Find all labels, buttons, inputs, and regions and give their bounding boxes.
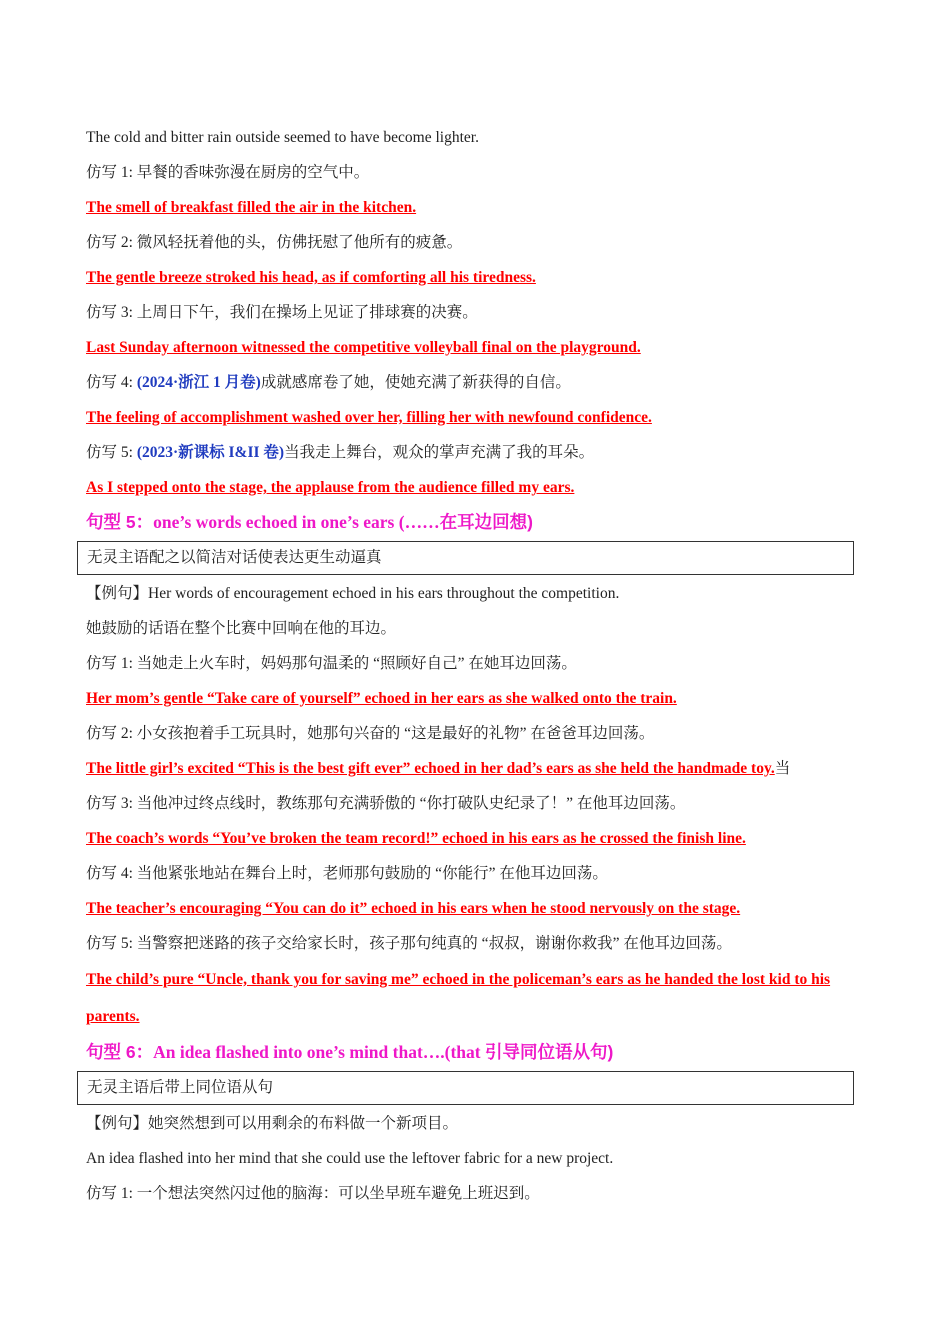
answer-3: The coach’s words “You’ve broken the team record!” echoed in his ears as he crossed the finish line. (86, 830, 746, 847)
tip-box: 无灵主语配之以简洁对话使表达更生动逼真 (77, 541, 854, 575)
example-en: Her words of encouragement echoed in his ears throughout the competition. (148, 585, 620, 602)
section-title-en: An idea flashed into one’s mind that….(that (153, 1042, 485, 1062)
section-5-heading (86, 505, 876, 540)
section-title-cn: 引导同位语从句) (485, 1042, 614, 1062)
section-label: 句型 5： (86, 512, 154, 532)
tip-box: 无灵主语后带上同位语从句 (77, 1071, 854, 1105)
example-label: 【例句】 (86, 585, 149, 602)
answer-5: As I stepped onto the stage, the applause from the audience filled my ears. (86, 479, 575, 496)
example-translation: 她鼓励的话语在整个比赛中回响在他的耳边。 (86, 620, 397, 637)
prompt-4 (86, 365, 876, 400)
example-label: 【例句】 (86, 1115, 149, 1132)
prompt-4: 仿写 4: 当他紧张地站在舞台上时，老师那句鼓励的 “你能行” 在他耳边回荡。 (86, 865, 608, 882)
prompt-1: 仿写 1: 一个想法突然闪过他的脑海：可以坐早班车避免上班迟到。 (86, 1185, 540, 1202)
answer-4: The feeling of accomplishment washed over her, filling her with newfound confidence. (86, 409, 652, 426)
prompt-1: 仿写 1: 当她走上火车时，妈妈那句温柔的 “照顾好自己” 在她耳边回荡。 (86, 655, 577, 672)
example-en: An idea flashed into her mind that she could use the leftover fabric for a new project. (86, 1150, 614, 1167)
source-tag: (2024·浙江 1 月卷) (136, 374, 261, 391)
prompt-5 (86, 435, 876, 470)
source-tag: (2023·新课标 I&II 卷) (136, 444, 285, 461)
answer-3: Last Sunday afternoon witnessed the competitive volleyball final on the playground. (86, 339, 641, 356)
answer-5: The child’s pure “Uncle, thank you for saving me” echoed in the policeman’s ears as he handed the lost kid to his parents. (86, 971, 831, 1025)
prompt-4-prefix: 仿写 4: (86, 374, 137, 391)
prompt-2: 仿写 2: 小女孩抱着手工玩具时，她那句兴奋的 “这是最好的礼物” 在爸爸耳边回荡。 (86, 725, 655, 742)
answer-2: The gentle breeze stroked his head, as if comforting all his tiredness. (86, 269, 536, 286)
example-sentence: The cold and bitter rain outside seemed to have become lighter. (86, 129, 479, 146)
prompt-5-prefix: 仿写 5: (86, 444, 137, 461)
prompt-4-text: 成就感席卷了她，使她充满了新获得的自信。 (260, 374, 571, 391)
prompt-3: 仿写 3: 上周日下午，我们在操场上见证了排球赛的决赛。 (86, 304, 478, 321)
example-cn: 她突然想到可以用剩余的布料做一个新项目。 (148, 1115, 459, 1132)
answer-4: The teacher’s encouraging “You can do it” echoed in his ears when he stood nervously on the stage. (86, 900, 741, 917)
section-title-en: one’s words echoed in one’s ears (…… (153, 512, 440, 532)
example-line (86, 576, 876, 611)
stray-char: 当 (774, 760, 791, 777)
prompt-1: 仿写 1: 早餐的香味弥漫在厨房的空气中。 (86, 164, 370, 181)
section-label: 句型 6： (86, 1042, 154, 1062)
example-line (86, 1106, 876, 1141)
answer-2-line (86, 751, 876, 786)
answer-1: The smell of breakfast filled the air in the kitchen. (86, 199, 417, 216)
answer-2: The little girl’s excited “This is the best gift ever” echoed in her dad’s ears as she held the handmade toy. (86, 760, 775, 777)
prompt-5-text: 当我走上舞台，观众的掌声充满了我的耳朵。 (284, 444, 595, 461)
section-title-cn: 在耳边回想) (439, 512, 533, 532)
document-page (86, 120, 876, 1211)
answer-1: Her mom’s gentle “Take care of yourself” echoed in her ears as she walked onto the train. (86, 690, 677, 707)
prompt-5: 仿写 5: 当警察把迷路的孩子交给家长时，孩子那句纯真的 “叔叔，谢谢你救我” 在他耳边回荡。 (86, 935, 732, 952)
prompt-2: 仿写 2: 微风轻抚着他的头，仿佛抚慰了他所有的疲惫。 (86, 234, 463, 251)
prompt-3: 仿写 3: 当他冲过终点线时，教练那句充满骄傲的 “你打破队史纪录了！” 在他耳边回荡。 (86, 795, 686, 812)
section-6-heading (86, 1035, 876, 1070)
